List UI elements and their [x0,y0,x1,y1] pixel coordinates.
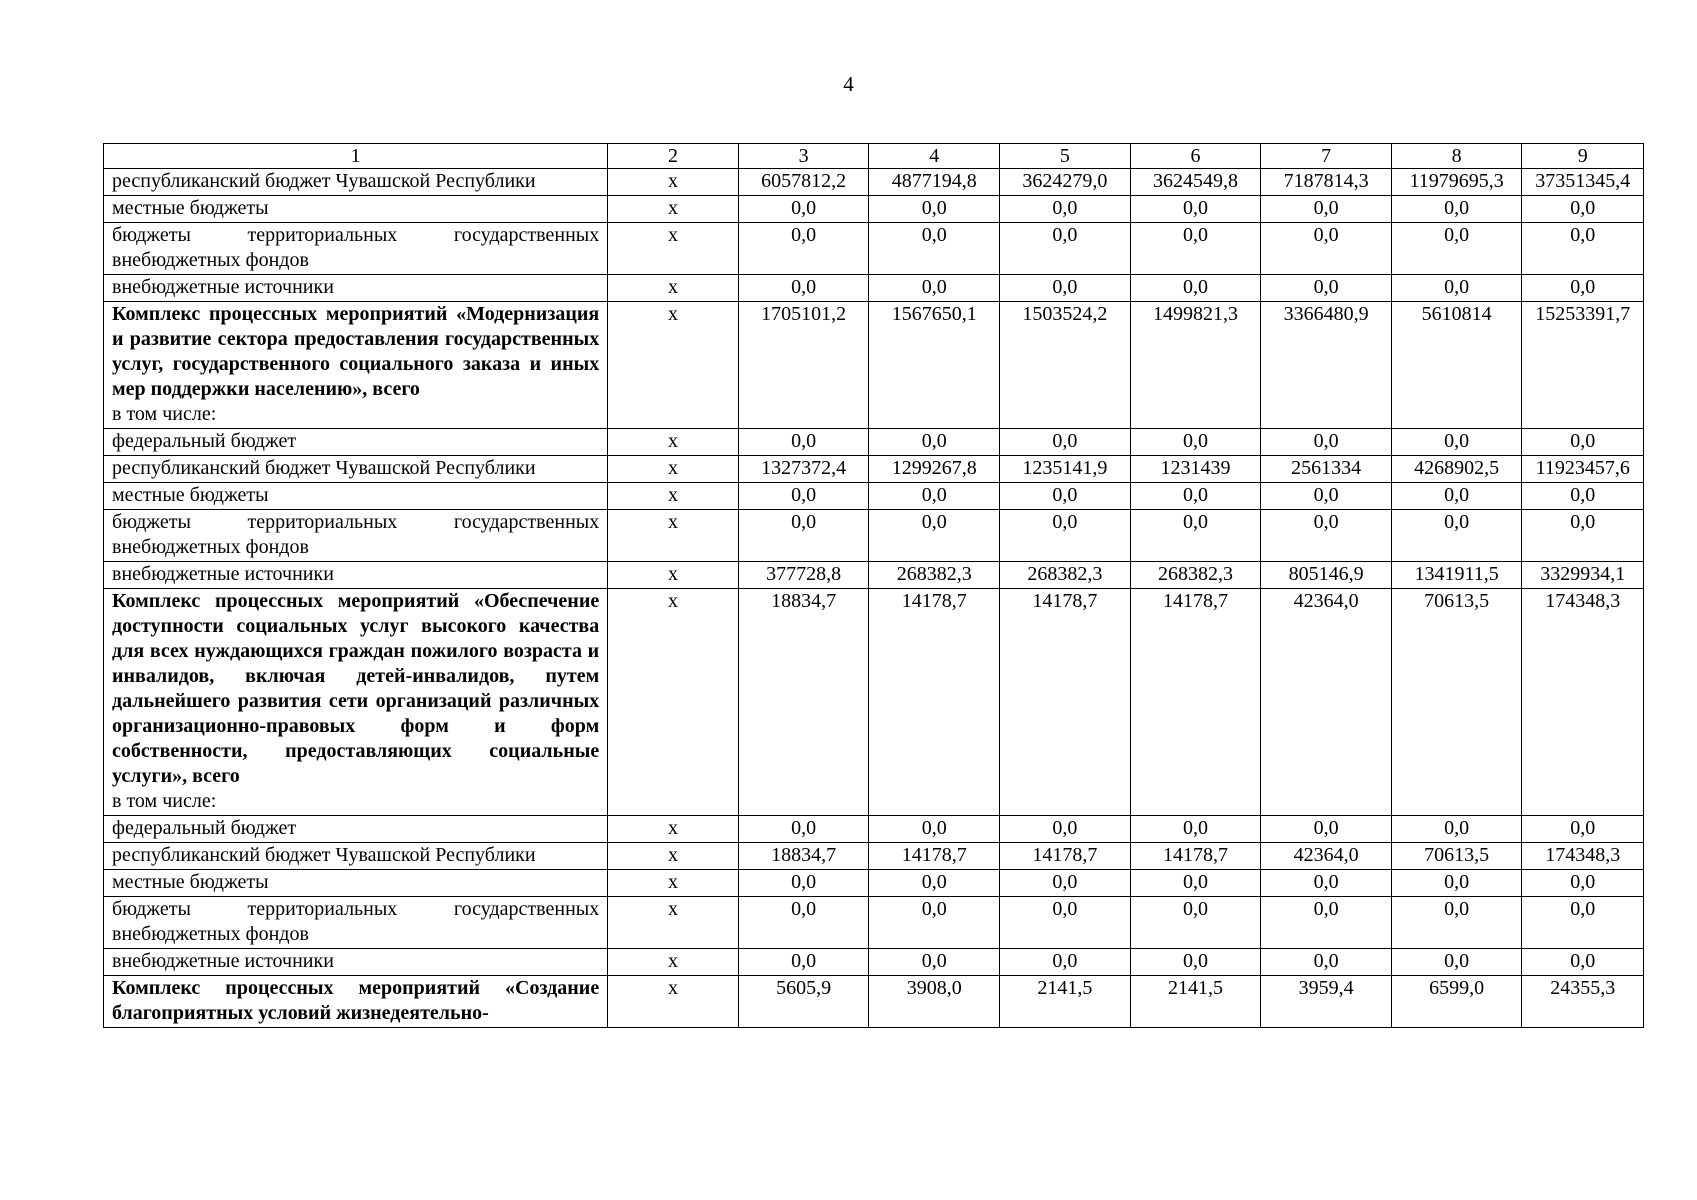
row-label [104,275,608,302]
value-cell: 0,0 [1522,816,1644,843]
row-label-text: республиканский бюджет Чувашской Республики [112,844,536,866]
value-cell: 1235141,9 [1000,456,1131,483]
table-row [104,223,1644,275]
value-cell: 0,0 [869,897,1000,949]
value-cell: 0,0 [738,816,869,843]
value-cell: 14178,7 [1000,843,1131,870]
header-cell: 4 [869,144,1000,169]
value-cell: 0,0 [1522,223,1644,275]
row-label [104,483,608,510]
row-marker: х [608,510,739,562]
value-cell: 0,0 [1000,196,1131,223]
value-cell: 7187814,3 [1261,169,1392,196]
row-label-text: Комплекс процессных мероприятий «Создание благоприятных условий жизнедеятельно- [112,977,600,1024]
value-cell: 0,0 [1130,483,1261,510]
value-cell: 0,0 [1391,429,1522,456]
value-cell: 0,0 [1261,816,1392,843]
row-label-text: внебюджетные источники [112,563,334,585]
value-cell: 0,0 [738,483,869,510]
row-marker: х [608,429,739,456]
value-cell: 0,0 [869,275,1000,302]
row-label-text: федеральный бюджет [112,817,297,839]
row-label [104,870,608,897]
value-cell: 0,0 [1130,816,1261,843]
row-marker: х [608,169,739,196]
row-label-text: республиканский бюджет Чувашской Республики [112,170,536,192]
row-label [104,897,608,949]
value-cell: 268382,3 [1000,562,1131,589]
row-label [104,510,608,562]
row-label-text: бюджеты территориальных государственных внебюджетных фондов [112,511,600,558]
value-cell: 42364,0 [1261,589,1392,816]
row-label-subtext: в том числе: [112,403,217,425]
row-label [104,562,608,589]
value-cell: 14178,7 [1130,589,1261,816]
value-cell: 0,0 [869,949,1000,976]
row-label-text: местные бюджеты [112,871,269,893]
value-cell: 0,0 [1000,510,1131,562]
table-row [104,843,1644,870]
value-cell: 1327372,4 [738,456,869,483]
value-cell: 0,0 [1130,510,1261,562]
row-marker: х [608,589,739,816]
value-cell: 18834,7 [738,843,869,870]
header-cell: 3 [738,144,869,169]
value-cell: 1299267,8 [869,456,1000,483]
table-row [104,949,1644,976]
table-row [104,196,1644,223]
row-marker: х [608,275,739,302]
value-cell: 0,0 [1522,275,1644,302]
value-cell: 0,0 [1130,429,1261,456]
value-cell: 0,0 [1522,870,1644,897]
row-label-text: местные бюджеты [112,484,269,506]
value-cell: 0,0 [738,949,869,976]
value-cell: 0,0 [738,510,869,562]
value-cell: 268382,3 [869,562,1000,589]
value-cell: 5610814 [1391,302,1522,429]
table-row [104,456,1644,483]
value-cell: 1499821,3 [1130,302,1261,429]
row-marker: х [608,897,739,949]
header-cell: 8 [1391,144,1522,169]
value-cell: 11979695,3 [1391,169,1522,196]
value-cell: 0,0 [1000,870,1131,897]
value-cell: 6599,0 [1391,976,1522,1028]
value-cell: 0,0 [869,510,1000,562]
value-cell: 0,0 [738,870,869,897]
value-cell: 0,0 [738,897,869,949]
row-label [104,816,608,843]
row-label-text: местные бюджеты [112,197,269,219]
row-label-subtext: в том числе: [112,790,217,812]
row-marker: х [608,562,739,589]
value-cell: 0,0 [1261,429,1392,456]
row-marker: х [608,976,739,1028]
table-row [104,870,1644,897]
value-cell: 0,0 [1130,897,1261,949]
value-cell: 0,0 [1391,275,1522,302]
value-cell: 0,0 [1391,949,1522,976]
value-cell: 0,0 [1391,816,1522,843]
table-row [104,510,1644,562]
value-cell: 0,0 [1000,897,1131,949]
row-label [104,169,608,196]
value-cell: 0,0 [869,870,1000,897]
value-cell: 3624279,0 [1000,169,1131,196]
value-cell: 0,0 [1391,510,1522,562]
value-cell: 0,0 [1130,223,1261,275]
table-row [104,562,1644,589]
value-cell: 0,0 [1261,196,1392,223]
header-cell: 1 [104,144,608,169]
value-cell: 14178,7 [1000,589,1131,816]
value-cell: 3959,4 [1261,976,1392,1028]
value-cell: 1503524,2 [1000,302,1131,429]
value-cell: 42364,0 [1261,843,1392,870]
value-cell: 0,0 [869,816,1000,843]
value-cell: 2561334 [1261,456,1392,483]
row-label [104,976,608,1028]
value-cell: 0,0 [1261,949,1392,976]
row-label [104,429,608,456]
page-number: 4 [843,72,854,96]
row-label-text: бюджеты территориальных государственных внебюджетных фондов [112,898,600,945]
table-row [104,976,1644,1028]
value-cell: 0,0 [1391,223,1522,275]
value-cell: 805146,9 [1261,562,1392,589]
header-cell: 5 [1000,144,1131,169]
value-cell: 1567650,1 [869,302,1000,429]
value-cell: 0,0 [1391,196,1522,223]
value-cell: 0,0 [869,196,1000,223]
table-row [104,302,1644,429]
value-cell: 0,0 [1522,949,1644,976]
row-label-text: Комплекс процессных мероприятий «Обеспечение доступности социальных услуг высокого качества для всех нуждающихся граждан пожилого возраста и инвалидов, включая детей-инвалидов, путем дальнейшего развития сети организаций различных организационно-правовых форм и форм собственности, предоставляющих социальные услуги», всего [112,590,600,787]
value-cell: 2141,5 [1130,976,1261,1028]
value-cell: 174348,3 [1522,589,1644,816]
table-row [104,816,1644,843]
row-label-text: внебюджетные источники [112,276,334,298]
row-label-text: внебюджетные источники [112,950,334,972]
value-cell: 1341911,5 [1391,562,1522,589]
row-label [104,949,608,976]
row-label [104,196,608,223]
value-cell: 0,0 [738,196,869,223]
value-cell: 37351345,4 [1522,169,1644,196]
value-cell: 0,0 [1522,510,1644,562]
row-label [104,302,608,429]
value-cell: 3366480,9 [1261,302,1392,429]
table-row [104,429,1644,456]
value-cell: 0,0 [1391,870,1522,897]
value-cell: 0,0 [1000,223,1131,275]
row-label-text: республиканский бюджет Чувашской Республики [112,457,536,479]
value-cell: 1231439 [1130,456,1261,483]
row-marker: х [608,302,739,429]
value-cell: 0,0 [869,483,1000,510]
row-label [104,843,608,870]
table-row [104,169,1644,196]
value-cell: 4268902,5 [1391,456,1522,483]
row-marker: х [608,483,739,510]
value-cell: 0,0 [1261,483,1392,510]
budget-table [103,143,1644,1028]
value-cell: 14178,7 [869,843,1000,870]
row-marker: х [608,456,739,483]
value-cell: 0,0 [1000,429,1131,456]
value-cell: 4877194,8 [869,169,1000,196]
value-cell: 0,0 [1130,870,1261,897]
value-cell: 3908,0 [869,976,1000,1028]
row-marker: х [608,870,739,897]
value-cell: 5605,9 [738,976,869,1028]
header-cell: 2 [608,144,739,169]
value-cell: 0,0 [1522,429,1644,456]
value-cell: 70613,5 [1391,843,1522,870]
value-cell: 268382,3 [1130,562,1261,589]
value-cell: 0,0 [1261,510,1392,562]
value-cell: 0,0 [1000,275,1131,302]
value-cell: 0,0 [1522,897,1644,949]
row-marker: х [608,223,739,275]
row-marker: х [608,843,739,870]
value-cell: 2141,5 [1000,976,1131,1028]
row-label-text: бюджеты территориальных государственных внебюджетных фондов [112,224,600,271]
row-label [104,589,608,816]
header-cell: 9 [1522,144,1644,169]
value-cell: 0,0 [1261,870,1392,897]
row-marker: х [608,196,739,223]
value-cell: 3624549,8 [1130,169,1261,196]
value-cell: 0,0 [1522,483,1644,510]
table-row [104,483,1644,510]
value-cell: 0,0 [738,429,869,456]
value-cell: 70613,5 [1391,589,1522,816]
value-cell: 6057812,2 [738,169,869,196]
value-cell: 0,0 [1391,897,1522,949]
value-cell: 174348,3 [1522,843,1644,870]
table-row [104,275,1644,302]
value-cell: 0,0 [1261,275,1392,302]
value-cell: 24355,3 [1522,976,1644,1028]
value-cell: 11923457,6 [1522,456,1644,483]
value-cell: 1705101,2 [738,302,869,429]
header-cell: 7 [1261,144,1392,169]
table-row [104,589,1644,816]
value-cell: 0,0 [1261,223,1392,275]
row-label-text: федеральный бюджет [112,430,297,452]
value-cell: 0,0 [869,429,1000,456]
value-cell: 0,0 [1000,949,1131,976]
table-row [104,897,1644,949]
row-marker: х [608,949,739,976]
row-label [104,456,608,483]
value-cell: 0,0 [1000,483,1131,510]
value-cell: 15253391,7 [1522,302,1644,429]
value-cell: 0,0 [738,275,869,302]
value-cell: 0,0 [1391,483,1522,510]
value-cell: 0,0 [1000,816,1131,843]
value-cell: 3329934,1 [1522,562,1644,589]
value-cell: 0,0 [1130,196,1261,223]
value-cell: 377728,8 [738,562,869,589]
value-cell: 18834,7 [738,589,869,816]
value-cell: 0,0 [1130,275,1261,302]
table-header-row [104,144,1644,169]
value-cell: 0,0 [869,223,1000,275]
value-cell: 0,0 [738,223,869,275]
row-marker: х [608,816,739,843]
value-cell: 0,0 [1522,196,1644,223]
header-cell: 6 [1130,144,1261,169]
value-cell: 14178,7 [1130,843,1261,870]
row-label [104,223,608,275]
row-label-text: Комплекс процессных мероприятий «Модернизация и развитие сектора предоставления государственных услуг, государственного социального заказа и иных мер поддержки населению», всего [112,303,600,400]
value-cell: 0,0 [1261,897,1392,949]
value-cell: 0,0 [1130,949,1261,976]
value-cell: 14178,7 [869,589,1000,816]
